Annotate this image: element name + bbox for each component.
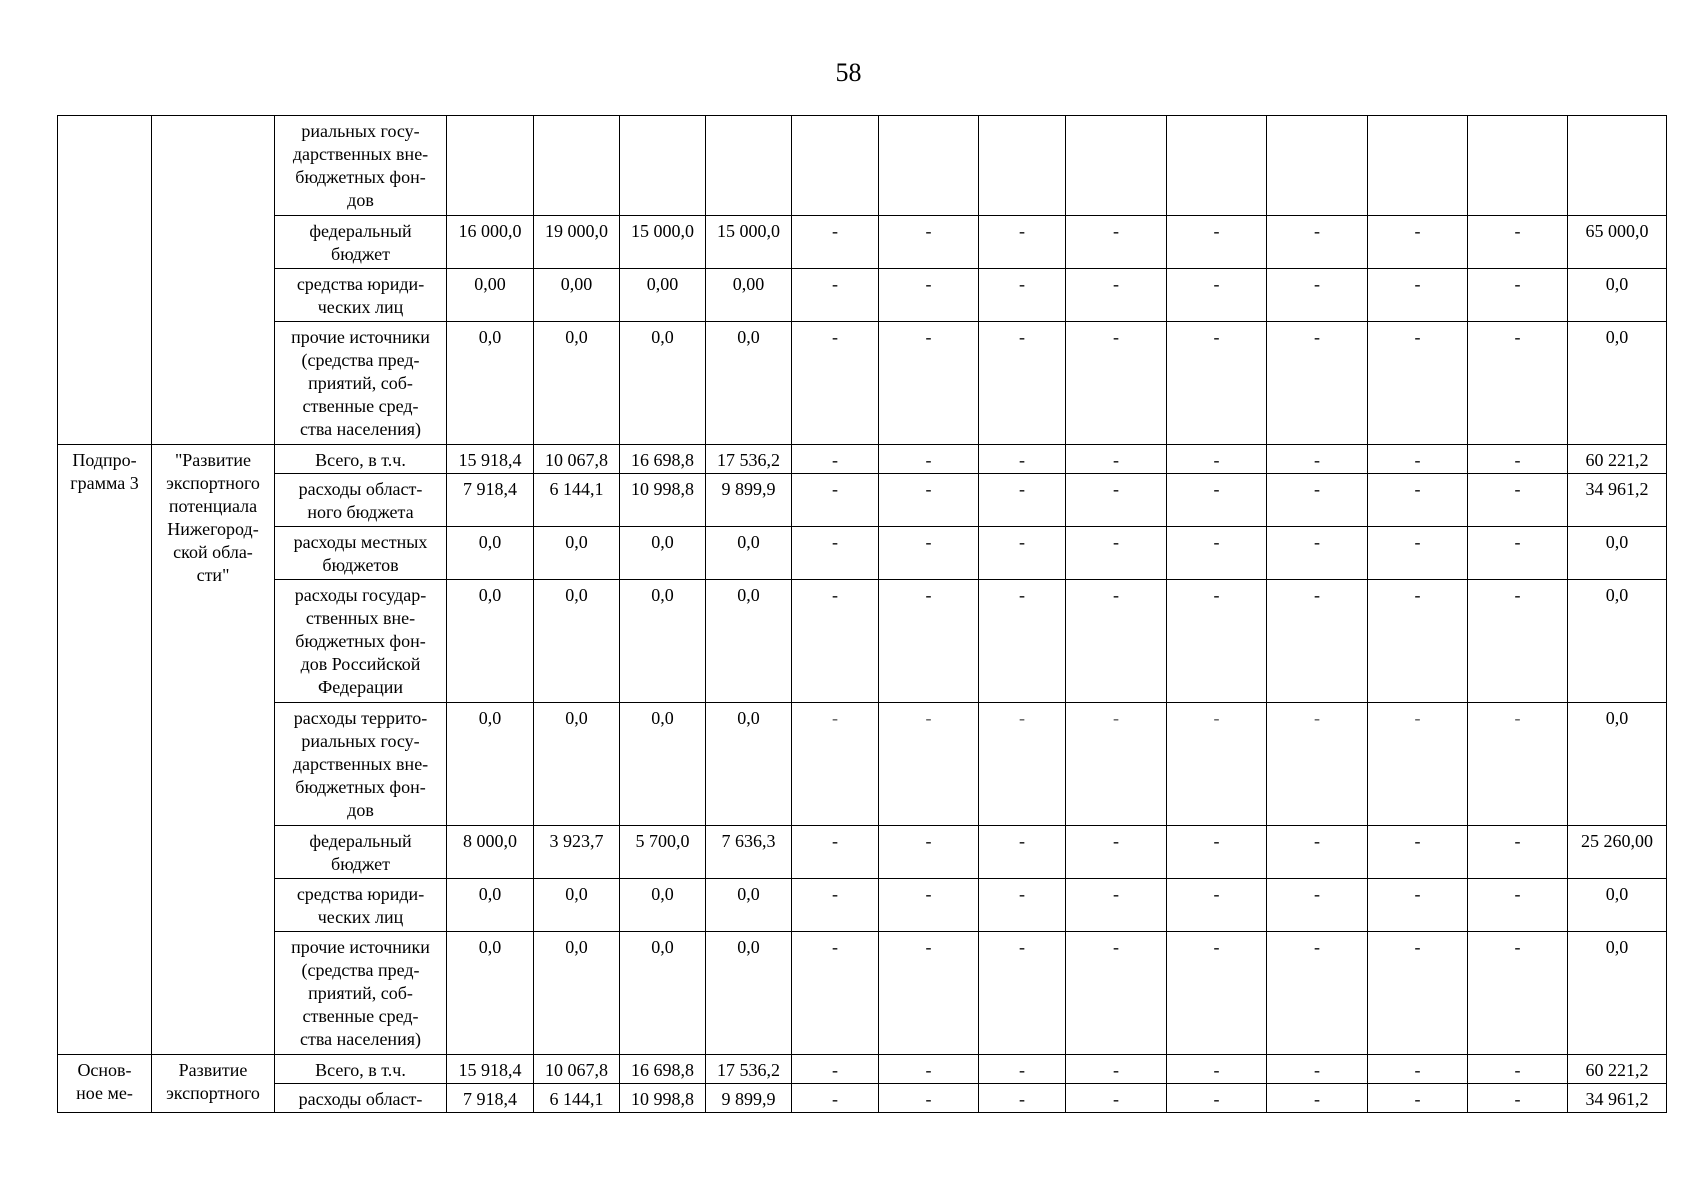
- year-value-cell: 10 998,8: [620, 1084, 706, 1113]
- year-value-cell: 0,0: [706, 879, 792, 932]
- empty-year-cell: -: [1066, 216, 1167, 269]
- empty-year-cell: -: [792, 322, 879, 445]
- empty-year-cell: -: [1167, 269, 1267, 322]
- empty-year-cell: -: [1167, 474, 1267, 527]
- empty-year-cell: -: [979, 580, 1066, 703]
- empty-year-cell: -: [1468, 216, 1568, 269]
- empty-year-cell: -: [979, 932, 1066, 1055]
- year-value-cell: 15 000,0: [706, 216, 792, 269]
- empty-year-cell: -: [792, 474, 879, 527]
- table-row: [58, 269, 1667, 322]
- empty-year-cell: -: [1267, 580, 1368, 703]
- year-value-cell: 7 918,4: [447, 1084, 534, 1113]
- program-name-cell: [152, 116, 275, 445]
- empty-year-cell: -: [1167, 216, 1267, 269]
- year-value-cell: 0,0: [447, 703, 534, 826]
- empty-year-cell: -: [1267, 703, 1368, 826]
- empty-year-cell: -: [1167, 1055, 1267, 1084]
- table-row: [58, 1084, 1667, 1113]
- year-value-cell: 0,0: [620, 527, 706, 580]
- year-value-cell: 10 998,8: [620, 474, 706, 527]
- empty-year-cell: -: [1267, 932, 1368, 1055]
- total-value-cell: [1568, 116, 1667, 216]
- empty-year-cell: -: [792, 826, 879, 879]
- year-value-cell: 16 698,8: [620, 1055, 706, 1084]
- empty-year-cell: -: [879, 322, 979, 445]
- funding-source-cell: прочие источники (средства пред- приятий, соб- ственные сред- ства населения): [275, 322, 447, 445]
- funding-source-cell: прочие источники (средства пред- приятий, соб- ственные сред- ства населения): [275, 932, 447, 1055]
- year-value-cell: 6 144,1: [534, 474, 620, 527]
- empty-year-cell: -: [979, 1084, 1066, 1113]
- empty-year-cell: -: [1066, 703, 1167, 826]
- total-value-cell: 60 221,2: [1568, 1055, 1667, 1084]
- empty-year-cell: -: [1066, 322, 1167, 445]
- funding-source-cell: расходы местных бюджетов: [275, 527, 447, 580]
- empty-year-cell: -: [979, 216, 1066, 269]
- empty-year-cell: -: [879, 445, 979, 474]
- empty-year-cell: -: [979, 269, 1066, 322]
- empty-year-cell: -: [1368, 703, 1468, 826]
- year-value-cell: 15 918,4: [447, 445, 534, 474]
- empty-year-cell: -: [879, 1055, 979, 1084]
- empty-year-cell: -: [1468, 580, 1568, 703]
- empty-year-cell: [979, 116, 1066, 216]
- empty-year-cell: -: [792, 527, 879, 580]
- empty-year-cell: -: [1167, 527, 1267, 580]
- empty-year-cell: -: [792, 445, 879, 474]
- empty-year-cell: -: [1368, 216, 1468, 269]
- empty-year-cell: -: [1468, 445, 1568, 474]
- year-value-cell: 0,0: [706, 527, 792, 580]
- table-row: [58, 445, 1667, 474]
- empty-year-cell: -: [879, 932, 979, 1055]
- empty-year-cell: -: [1267, 322, 1368, 445]
- funding-source-cell: расходы област-: [275, 1084, 447, 1113]
- funding-source-cell: расходы област- ного бюджета: [275, 474, 447, 527]
- year-value-cell: 0,0: [620, 703, 706, 826]
- funding-source-cell: Всего, в т.ч.: [275, 1055, 447, 1084]
- program-name-cell: "Развитие экспортного потенциала Нижегород- ской обла- сти": [152, 445, 275, 1055]
- year-value-cell: 8 000,0: [447, 826, 534, 879]
- empty-year-cell: -: [792, 216, 879, 269]
- empty-year-cell: -: [1167, 703, 1267, 826]
- empty-year-cell: [792, 116, 879, 216]
- table-row: [58, 527, 1667, 580]
- empty-year-cell: [1468, 116, 1568, 216]
- year-value-cell: 0,0: [706, 580, 792, 703]
- empty-year-cell: -: [792, 1055, 879, 1084]
- funding-source-cell: федеральный бюджет: [275, 216, 447, 269]
- total-value-cell: 34 961,2: [1568, 474, 1667, 527]
- empty-year-cell: -: [1368, 322, 1468, 445]
- empty-year-cell: -: [879, 580, 979, 703]
- empty-year-cell: -: [1167, 932, 1267, 1055]
- funding-source-cell: расходы государ- ственных вне- бюджетных фон- дов Российской Федерации: [275, 580, 447, 703]
- empty-year-cell: -: [1468, 269, 1568, 322]
- year-value-cell: 7 918,4: [447, 474, 534, 527]
- empty-year-cell: -: [1066, 932, 1167, 1055]
- empty-year-cell: [1368, 116, 1468, 216]
- year-value-cell: [706, 116, 792, 216]
- empty-year-cell: -: [979, 322, 1066, 445]
- empty-year-cell: [1167, 116, 1267, 216]
- year-value-cell: 0,0: [447, 932, 534, 1055]
- table-row: [58, 932, 1667, 1055]
- empty-year-cell: [1267, 116, 1368, 216]
- total-value-cell: 60 221,2: [1568, 445, 1667, 474]
- empty-year-cell: -: [1468, 826, 1568, 879]
- empty-year-cell: -: [792, 1084, 879, 1113]
- empty-year-cell: -: [1167, 580, 1267, 703]
- year-value-cell: 0,0: [534, 879, 620, 932]
- empty-year-cell: -: [1468, 1055, 1568, 1084]
- empty-year-cell: [1066, 116, 1167, 216]
- empty-year-cell: -: [1267, 1055, 1368, 1084]
- empty-year-cell: -: [879, 474, 979, 527]
- empty-year-cell: -: [979, 445, 1066, 474]
- funding-source-cell: риальных госу- дарственных вне- бюджетных фон- дов: [275, 116, 447, 216]
- empty-year-cell: -: [1066, 879, 1167, 932]
- program-label-cell: Подпро- грамма 3: [58, 445, 152, 1055]
- year-value-cell: 10 067,8: [534, 445, 620, 474]
- total-value-cell: 25 260,00: [1568, 826, 1667, 879]
- year-value-cell: 0,00: [620, 269, 706, 322]
- year-value-cell: 0,0: [706, 703, 792, 826]
- funding-source-cell: расходы террито- риальных госу- дарственных вне- бюджетных фон- дов: [275, 703, 447, 826]
- program-name-cell: Развитие экспортного: [152, 1055, 275, 1113]
- table-row: [58, 879, 1667, 932]
- empty-year-cell: -: [879, 527, 979, 580]
- table-row: [58, 322, 1667, 445]
- year-value-cell: 5 700,0: [620, 826, 706, 879]
- empty-year-cell: -: [879, 1084, 979, 1113]
- year-value-cell: 0,0: [620, 879, 706, 932]
- table-row: [58, 116, 1667, 216]
- empty-year-cell: -: [1167, 826, 1267, 879]
- table-row: [58, 216, 1667, 269]
- empty-year-cell: -: [792, 269, 879, 322]
- empty-year-cell: -: [1468, 932, 1568, 1055]
- empty-year-cell: -: [979, 1055, 1066, 1084]
- year-value-cell: 0,0: [620, 932, 706, 1055]
- empty-year-cell: -: [1368, 445, 1468, 474]
- empty-year-cell: -: [1468, 1084, 1568, 1113]
- year-value-cell: 0,00: [447, 269, 534, 322]
- year-value-cell: 0,0: [447, 580, 534, 703]
- empty-year-cell: -: [879, 269, 979, 322]
- table-row: [58, 474, 1667, 527]
- empty-year-cell: -: [1368, 932, 1468, 1055]
- year-value-cell: 17 536,2: [706, 1055, 792, 1084]
- empty-year-cell: -: [1167, 322, 1267, 445]
- empty-year-cell: -: [1167, 1084, 1267, 1113]
- empty-year-cell: -: [1267, 1084, 1368, 1113]
- year-value-cell: 19 000,0: [534, 216, 620, 269]
- year-value-cell: [620, 116, 706, 216]
- program-label-cell: [58, 116, 152, 445]
- year-value-cell: 0,0: [534, 932, 620, 1055]
- empty-year-cell: -: [979, 527, 1066, 580]
- empty-year-cell: -: [1368, 269, 1468, 322]
- year-value-cell: 0,0: [534, 527, 620, 580]
- empty-year-cell: -: [979, 826, 1066, 879]
- empty-year-cell: -: [1167, 445, 1267, 474]
- funding-source-cell: Всего, в т.ч.: [275, 445, 447, 474]
- year-value-cell: 9 899,9: [706, 1084, 792, 1113]
- total-value-cell: 0,0: [1568, 879, 1667, 932]
- table-row: [58, 1055, 1667, 1084]
- empty-year-cell: -: [979, 474, 1066, 527]
- year-value-cell: 10 067,8: [534, 1055, 620, 1084]
- year-value-cell: 0,0: [447, 879, 534, 932]
- empty-year-cell: -: [1066, 527, 1167, 580]
- year-value-cell: 0,00: [534, 269, 620, 322]
- empty-year-cell: -: [1267, 216, 1368, 269]
- empty-year-cell: -: [1167, 879, 1267, 932]
- program-label-cell: Основ- ное ме-: [58, 1055, 152, 1113]
- empty-year-cell: -: [1066, 1084, 1167, 1113]
- empty-year-cell: -: [1368, 879, 1468, 932]
- empty-year-cell: -: [1368, 1084, 1468, 1113]
- empty-year-cell: -: [879, 826, 979, 879]
- total-value-cell: 34 961,2: [1568, 1084, 1667, 1113]
- empty-year-cell: -: [1066, 1055, 1167, 1084]
- year-value-cell: 0,0: [620, 322, 706, 445]
- year-value-cell: 17 536,2: [706, 445, 792, 474]
- empty-year-cell: -: [1267, 445, 1368, 474]
- empty-year-cell: -: [1267, 474, 1368, 527]
- total-value-cell: 65 000,0: [1568, 216, 1667, 269]
- empty-year-cell: -: [792, 879, 879, 932]
- empty-year-cell: -: [1368, 474, 1468, 527]
- empty-year-cell: -: [1468, 322, 1568, 445]
- year-value-cell: 15 918,4: [447, 1055, 534, 1084]
- year-value-cell: 15 000,0: [620, 216, 706, 269]
- empty-year-cell: [879, 116, 979, 216]
- empty-year-cell: -: [1267, 826, 1368, 879]
- funding-source-cell: федеральный бюджет: [275, 826, 447, 879]
- total-value-cell: 0,0: [1568, 580, 1667, 703]
- year-value-cell: 0,0: [706, 932, 792, 1055]
- funding-source-cell: средства юриди- ческих лиц: [275, 879, 447, 932]
- empty-year-cell: -: [1368, 1055, 1468, 1084]
- empty-year-cell: -: [1066, 580, 1167, 703]
- empty-year-cell: -: [792, 703, 879, 826]
- empty-year-cell: -: [1066, 474, 1167, 527]
- empty-year-cell: -: [879, 879, 979, 932]
- total-value-cell: 0,0: [1568, 527, 1667, 580]
- page-number: 58: [835, 58, 862, 87]
- year-value-cell: 7 636,3: [706, 826, 792, 879]
- empty-year-cell: -: [979, 703, 1066, 826]
- year-value-cell: 0,0: [706, 322, 792, 445]
- empty-year-cell: -: [792, 932, 879, 1055]
- total-value-cell: 0,0: [1568, 932, 1667, 1055]
- empty-year-cell: -: [1468, 703, 1568, 826]
- year-value-cell: 0,0: [447, 322, 534, 445]
- table-row: [58, 826, 1667, 879]
- year-value-cell: 9 899,9: [706, 474, 792, 527]
- empty-year-cell: -: [1267, 269, 1368, 322]
- year-value-cell: 16 698,8: [620, 445, 706, 474]
- year-value-cell: 3 923,7: [534, 826, 620, 879]
- empty-year-cell: -: [1468, 879, 1568, 932]
- year-value-cell: 0,00: [706, 269, 792, 322]
- empty-year-cell: -: [879, 703, 979, 826]
- empty-year-cell: -: [1267, 879, 1368, 932]
- year-value-cell: 0,0: [534, 703, 620, 826]
- empty-year-cell: -: [1267, 527, 1368, 580]
- funding-source-cell: средства юриди- ческих лиц: [275, 269, 447, 322]
- total-value-cell: 0,0: [1568, 322, 1667, 445]
- empty-year-cell: -: [792, 580, 879, 703]
- table-row: [58, 580, 1667, 703]
- empty-year-cell: -: [1066, 826, 1167, 879]
- total-value-cell: 0,0: [1568, 703, 1667, 826]
- empty-year-cell: -: [1368, 580, 1468, 703]
- total-value-cell: 0,0: [1568, 269, 1667, 322]
- year-value-cell: [447, 116, 534, 216]
- year-value-cell: 0,0: [534, 322, 620, 445]
- empty-year-cell: -: [1066, 445, 1167, 474]
- year-value-cell: 0,0: [447, 527, 534, 580]
- year-value-cell: [534, 116, 620, 216]
- year-value-cell: 6 144,1: [534, 1084, 620, 1113]
- empty-year-cell: -: [1066, 269, 1167, 322]
- empty-year-cell: -: [1368, 527, 1468, 580]
- empty-year-cell: -: [1368, 826, 1468, 879]
- empty-year-cell: -: [879, 216, 979, 269]
- empty-year-cell: -: [1468, 527, 1568, 580]
- budget-table: [57, 115, 1667, 1113]
- table-row: [58, 703, 1667, 826]
- year-value-cell: 0,0: [620, 580, 706, 703]
- empty-year-cell: -: [1468, 474, 1568, 527]
- year-value-cell: 0,0: [534, 580, 620, 703]
- empty-year-cell: -: [979, 879, 1066, 932]
- year-value-cell: 16 000,0: [447, 216, 534, 269]
- table-body: [58, 116, 1667, 1113]
